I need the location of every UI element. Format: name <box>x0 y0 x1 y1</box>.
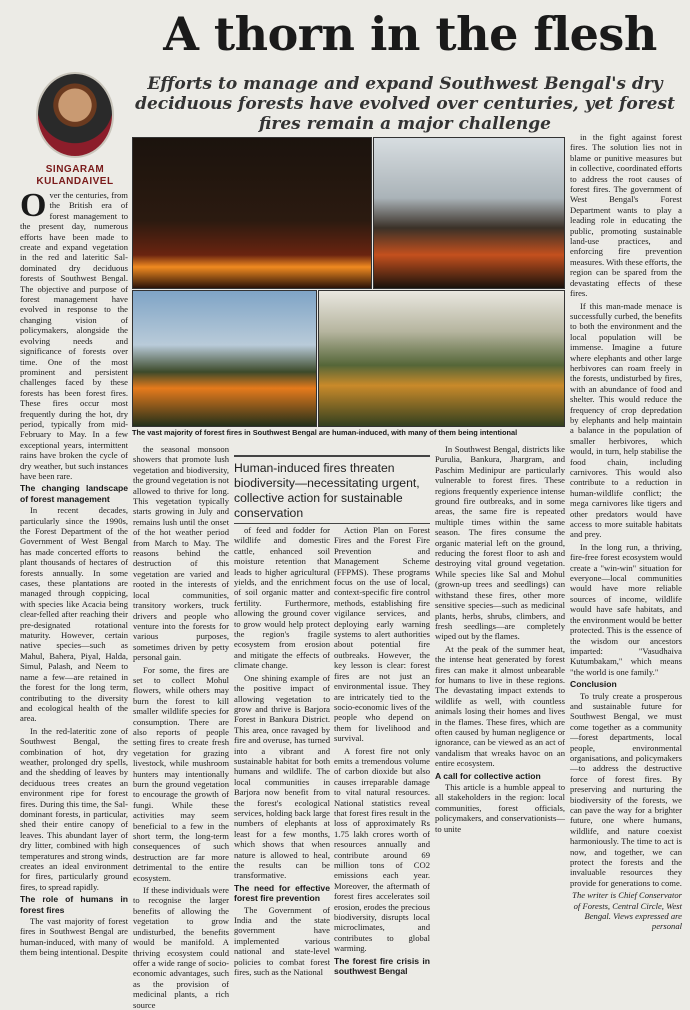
paragraph: In the red-lateritic zone of Southwest Bengal, the combination of hot, dry weather, prolonged dry spells, and the shedding of leaves by deciduous trees creates an environment ripe for forest fires. During this time, the Sal-dominant forests, in particular, shed their entire canopy of leaves. This abundant layer of dry litter, combined with high temperatures and strong winds, creates an ideal environment for fires, particularly ground fires, to spread rapidly. <box>20 725 128 892</box>
author-note: The writer is Chief Conservator of Forests, Central Circle, West Bengal. Views expressed are personal <box>572 890 682 932</box>
subheading: The role of humans in forest fires <box>20 894 128 915</box>
paragraph: of feed and fodder for wildlife and domestic cattle, enhanced soil moisture retention that leads to higher agricultural yields, and the enrichment of soil organic matter and fertility. Furthermore, allowing the ground cover to grow would help protect the region's fragile ecosystem from erosion and mitigate the effects of climate change. <box>234 525 330 671</box>
pull-quote <box>234 455 430 524</box>
paragraph: ver the centuries, from the British era of forest management to the present day, numerous efforts have been made to create and expand vegetation in the red and lateritic Sal-dominated dry deciduous forests of Southwest Bengal. The objective and purpose of forest management have evolved in response to the changing vision of policymakers, alongside the evolving needs and significance of forests over time. One of the most prominent and persistent challenges faced by these forests has been forest fires. These fires occur most frequently during the hot, dry period, typically from mid-February to May. In a few exceptional years, intermittent rains have broken the cycle of dry weather, but such instances have been rare. <box>20 190 128 481</box>
paragraph: Action Plan on Forest Fires and the Forest Fire Prevention and Management Scheme (FFPMS). These programs focus on the use of local, context-specific fire control methods, establishing fire vigilance services, and deploying early warning systems to alert authorities about potential fire outbreaks. However, the key lesson is clear: forest fires are not just an environmental issue. They are intricately tied to the socio-economic lives of the people who depend on them for livelihood and survival. <box>334 525 430 744</box>
byline: SINGARAM KULANDAIVEL <box>36 164 114 187</box>
paragraph: If these individuals were to recognise the larger benefits of allowing the vegetation to grow undisturbed, the benefits would be manifold. A thriving ecosystem could offer a wide range of socio-economic advantages, such as the provision of medicinal plants, a rich source <box>133 885 229 1010</box>
author-photo <box>36 72 114 158</box>
headline: A thorn in the flesh <box>163 7 657 61</box>
photo-hill-fire-line <box>132 290 317 427</box>
photo-forest-trees-fire <box>373 137 565 289</box>
photo-forest-fire-night <box>132 137 372 289</box>
paragraph: A forest fire not only emits a tremendous volume of carbon dioxide but also causes irreparable damage to vital natural resources. National statistics reveal that forest fires result in the loss of approximately Rs 1.75 lakh crores worth of resources annually and contribute around 69 million tons of CO2 emissions each year. Moreover, the aftermath of forest fires accelerates soil erosion, erodes the precious biodiversity, disrupts local microclimates, and contributes to global warming. <box>334 745 430 954</box>
paragraph: The vast majority of forest fires in Southwest Bengal are human-induced, with many of them being intentional. Despite <box>20 916 128 958</box>
photo-caption: The vast majority of forest fires in Southwest Bengal are human-induced, with many of them being intentional <box>132 428 518 437</box>
article-column-5 <box>435 444 565 895</box>
paragraph: At the peak of the summer heat, the intense heat generated by forest fires can make it almost unbearable for humans to live in these regions. The devastating impact extends to wildlife as well, with countless animals losing their homes and lives in the flames. These fires, which are often caused by human negligence or ignorance, can be viewed as an act of vandalism that wreaks havoc on an entire ecosystem. <box>435 643 565 769</box>
paragraph: If this man-made menace is successfully curbed, the benefits to both the environment and the local population will be immense. Imagine a future where elephants and other large herbivores can roam freely in the forests, undisturbed by fires, with an abundance of food and shelter. This would reduce the frequency of crop depredation by elephants and help maintain a balance in the population of smaller herbivores, which would, in turn, help stabilise the food chain, including carnivores. This would also contribute to a reduction in human-wildlife conflict; the mega carnivores like tigers and other predators would have access to more suitable habitats and prey. <box>570 300 682 540</box>
subheading: Conclusion <box>570 679 617 690</box>
paragraph: The Government of India and the state government have implemented various national and state-level policies to combat forest fires, such as the National <box>234 904 330 978</box>
paragraph: the seasonal monsoon showers that promote lush vegetation and biodiversity, the ground vegetation is not allowed to thrive for long. This vegetation typically starts growing in July and remains lush until the onset of the hot weather period from March to May. The reasons behind the destruction of this vegetation are varied and rooted in the interests of local communities, transitory workers, truck drivers and people who venture into the forests for various purposes, sometimes driven by petty personal gain. <box>133 444 229 663</box>
strapline: Efforts to manage and expand Southwest Bengal's dry deciduous forests have evolved over centuries, yet forest fires remain a major challenge <box>135 74 675 134</box>
subheading: The forest fire crisis in southwest Bengal <box>334 955 430 977</box>
paragraph: One shining example of the positive impact of allowing vegetation to grow and thrive is Barjora Forest in Bankura District. This area, once ravaged by fire and overuse, has turned into a vibrant and sustainable habitat for both humans and wildlife. The local communities in Barjora now benefit from the forest's ecological services, holding back large numbers of elephants at least for a few months, which shows that when nature is allowed to heal, the results can be transformative. <box>234 672 330 881</box>
article-column-2 <box>133 444 229 1010</box>
article-column-4 <box>334 525 430 977</box>
paragraph: In the long run, a thriving, fire-free forest ecosystem would create a "win-win" situation for everyone—local communities would have more reliable sources of income, wildlife would have safe habitats, and the environment would be better protected. This is the essence of the wisdom our ancestors imparted: "Vasudhaiva Kutumbakam," which means "the world is one family." <box>570 541 682 677</box>
adjacent-page-fragment <box>0 78 30 87</box>
photo-burning-hillside <box>318 290 565 427</box>
dropcap: O <box>20 187 47 224</box>
paragraph: For some, the fires are set to collect Mohul flowers, while others may burn the forest to kill smaller wildlife species for consumption. There are also reports of people setting fires to create fresh vegetation for grazing livestock, while mushroom hunters may intentionally burn the ground vegetation to encourage the growth of fungi. While these activities may seem beneficial to a few in the short term, the long-term consequences of such destruction are far more detrimental to the entire ecosystem. <box>133 664 229 883</box>
subheading: The need for effective forest fire prevention <box>234 882 330 904</box>
article-column-6 <box>570 132 682 932</box>
article-column-1 <box>20 187 128 958</box>
subheading: The changing landscape of forest management <box>20 483 128 504</box>
article-column-3 <box>234 525 330 978</box>
paragraph: In recent decades, particularly since the 1990s, the Forest Department of the Government of West Bengal has made concerted efforts to plant thousands of hectares of forests annually. In some cases, these plantations are managed through coppicing, with species like Acacia being clear-felled after reaching their pre-designated rotational maturity. However, certain native species—such as Mahul, Bahera, Piyal, Halda, Simul, Palash, and Neem to name a few—are retained in the forest for the long term, contributing to the diversity and ecological health of the area. <box>20 505 128 724</box>
paragraph: To truly create a prosperous and sustainable future for Southwest Bengal, we must come together as a community—forest departments, local people, environmental organisations, and policymakers—to address the destructive force of forest fires. By preserving and nurturing the biodiversity of the forests, we can pave the way for a brighter future, one where humans, wildlife, and nature coexist harmoniously. The time to act is now, and together, we can protect the forests and the invaluable resources they provide for generations to come. <box>570 690 682 888</box>
paragraph: in the fight against forest fires. The solution lies not in blame or punitive measures but in collective, coordinated efforts to address the root causes of forest fires. The government of West Bengal's Forest Department wants to play a leading role in educating the public, promoting sustainable land-use practices, and enforcing fire prevention measures. With these efforts, the region can be spared from the devastating effects of these fires. <box>570 132 682 299</box>
subheading: A call for collective action <box>435 770 541 781</box>
pull-quote-text: Human-induced fires threaten biodiversity—necessitating urgent, collective action for sustainable conservation <box>234 461 420 520</box>
paragraph: This article is a humble appeal to all stakeholders in the region: local communities, forest officials, policymakers, and conservationists—to unite <box>435 782 565 834</box>
paragraph: In Southwest Bengal, districts like Purulia, Bankura, Jhargram, and Paschim Medinipur are particularly vulnerable to forest fires. These regions frequently experience intense ground fire outbreaks, and in some areas, the same fire is repeated multiple times within the same season. The fires consume the organic material left on the ground, reducing the forest floor to ash and destroying vital ground vegetation. While species like Sal and Mohul (grown-up trees and seedlings) can withstand these fires, other more sensitive species—such as medicinal plants, herbs, shrubs, climbers, and fresh seedlings—are completely wiped out by the flames. <box>435 444 565 642</box>
